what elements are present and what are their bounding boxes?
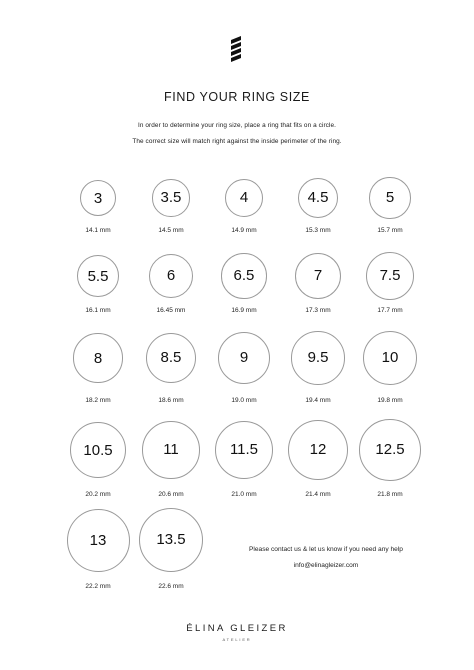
ring-diameter-label: 18.2 mm bbox=[85, 397, 111, 404]
brand-subtitle: ATELIER bbox=[222, 637, 252, 642]
brand-logo-icon bbox=[229, 36, 243, 62]
ring-diameter-label: 15.7 mm bbox=[377, 227, 403, 234]
ring-circle bbox=[152, 179, 189, 216]
ring-size-label: 5.5 bbox=[87, 267, 109, 285]
contact-text: Please contact us & let us know if you need any help bbox=[249, 546, 403, 553]
ring-diameter-label: 20.6 mm bbox=[158, 491, 184, 498]
ring-circle bbox=[139, 508, 203, 572]
ring-diameter-label: 14.1 mm bbox=[85, 227, 111, 234]
ring-size-label: 10.5 bbox=[83, 441, 113, 459]
ring-diameter-label: 15.3 mm bbox=[305, 227, 331, 234]
ring-circle bbox=[369, 177, 410, 218]
ring-diameter-label: 17.7 mm bbox=[377, 307, 403, 314]
ring-size-label: 7.5 bbox=[379, 267, 401, 285]
ring-diameter-label: 19.4 mm bbox=[305, 397, 331, 404]
ring-diameter-label: 14.5 mm bbox=[158, 227, 184, 234]
ring-size-label: 8 bbox=[93, 349, 103, 367]
ring-diameter-label: 18.6 mm bbox=[158, 397, 184, 404]
contact-email[interactable]: info@elinagleizer.com bbox=[293, 562, 359, 569]
ring-diameter-label: 21.8 mm bbox=[377, 491, 403, 498]
ring-circle bbox=[359, 419, 421, 481]
ring-size-label: 6 bbox=[166, 267, 176, 285]
ring-circle bbox=[70, 422, 126, 478]
ring-size-label: 8.5 bbox=[160, 349, 182, 367]
instruction-line-2: The correct size will match right against the inside perimeter of the ring. bbox=[132, 138, 342, 145]
ring-size-label: 12.5 bbox=[375, 441, 405, 459]
ring-circle bbox=[67, 509, 130, 572]
page-title: FIND YOUR RING SIZE bbox=[164, 90, 310, 104]
ring-diameter-label: 19.8 mm bbox=[377, 397, 403, 404]
ring-circle bbox=[288, 420, 348, 480]
ring-circle bbox=[149, 254, 193, 298]
ring-size-label: 11 bbox=[163, 441, 179, 459]
brand-name: ÉLINA GLEIZER bbox=[186, 623, 288, 634]
ring-circle bbox=[77, 255, 120, 298]
ring-circle bbox=[366, 252, 414, 300]
ring-size-label: 9 bbox=[239, 349, 249, 367]
ring-diameter-label: 19.0 mm bbox=[231, 397, 257, 404]
ring-circle bbox=[298, 178, 338, 218]
ring-circle bbox=[80, 180, 116, 216]
ring-circle bbox=[291, 331, 345, 385]
ring-size-label: 9.5 bbox=[307, 349, 329, 367]
ring-size-label: 10 bbox=[381, 349, 399, 367]
ring-circle bbox=[221, 253, 266, 298]
ring-diameter-label: 20.2 mm bbox=[85, 491, 111, 498]
ring-diameter-label: 16.45 mm bbox=[156, 307, 186, 314]
ring-circle bbox=[142, 421, 200, 479]
ring-size-label: 3 bbox=[93, 189, 103, 207]
ring-size-label: 13.5 bbox=[156, 531, 186, 549]
ring-size-label: 3.5 bbox=[160, 189, 182, 207]
ring-diameter-label: 21.4 mm bbox=[305, 491, 331, 498]
ring-size-label: 13 bbox=[89, 531, 107, 549]
ring-diameter-label: 14.9 mm bbox=[231, 227, 257, 234]
ring-circle bbox=[215, 421, 274, 480]
ring-size-label: 4 bbox=[239, 189, 249, 207]
instruction-line-1: In order to determine your ring size, place a ring that fits on a circle. bbox=[137, 122, 337, 129]
ring-size-label: 11.5 bbox=[229, 441, 259, 459]
ring-circle bbox=[218, 332, 270, 384]
ring-diameter-label: 17.3 mm bbox=[305, 307, 331, 314]
ring-diameter-label: 16.9 mm bbox=[231, 307, 257, 314]
ring-diameter-label: 21.0 mm bbox=[231, 491, 257, 498]
ring-size-label: 5 bbox=[385, 189, 395, 207]
ring-size-label: 4.5 bbox=[307, 189, 329, 207]
ring-diameter-label: 16.1 mm bbox=[85, 307, 111, 314]
ring-diameter-label: 22.6 mm bbox=[158, 583, 184, 590]
ring-size-label: 12 bbox=[309, 441, 327, 459]
ring-circle bbox=[295, 253, 342, 300]
ring-circle bbox=[73, 333, 123, 383]
ring-size-label: 7 bbox=[313, 267, 323, 285]
ring-circle bbox=[225, 179, 264, 218]
ring-circle bbox=[146, 333, 197, 384]
ring-diameter-label: 22.2 mm bbox=[85, 583, 111, 590]
ring-size-label: 6.5 bbox=[233, 267, 255, 285]
ring-circle bbox=[363, 331, 418, 386]
